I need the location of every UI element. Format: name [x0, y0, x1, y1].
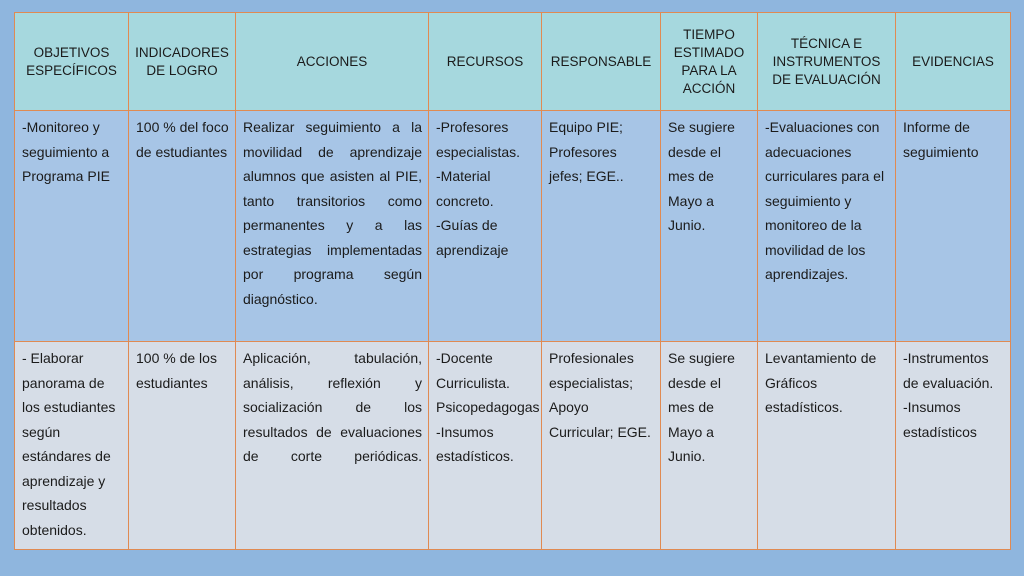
cell-responsable: Profesionales especialistas; Apoyo Curricular; EGE. [542, 342, 661, 550]
evidencia-item: -Insumos estadísticos [903, 399, 977, 440]
header-responsable: RESPONSABLE [542, 13, 661, 111]
recurso-item: -Guías de aprendizaje [436, 217, 509, 258]
planning-table-container [14, 12, 1010, 550]
evidencia-item: -Instrumentos de evaluación. [903, 350, 994, 391]
cell-tiempo: Se sugiere desde el mes de Mayo a Junio. [661, 111, 758, 342]
cell-recursos [429, 342, 542, 550]
header-objetivos: OBJETIVOS ESPECÍFICOS [15, 13, 129, 111]
header-tiempo: TIEMPO ESTIMADO PARA LA ACCIÓN [661, 13, 758, 111]
header-tecnica: TÉCNICA E INSTRUMENTOS DE EVALUACIÓN [758, 13, 896, 111]
cell-objetivo: - Elaborar panorama de los estudiantes según estándares de aprendizaje y resultados obtenidos. [15, 342, 129, 550]
cell-recursos [429, 111, 542, 342]
cell-tecnica: -Evaluaciones con adecuaciones curriculares para el seguimiento y monitoreo de la movilidad de los aprendizajes. [758, 111, 896, 342]
cell-acciones: Aplicación, tabulación, análisis, reflexión y socialización de los resultados de evaluaciones de corte periódicas. [236, 342, 429, 550]
recurso-item: -Profesores especialistas. [436, 119, 521, 160]
header-recursos: RECURSOS [429, 13, 542, 111]
recurso-item: -Insumos estadísticos. [436, 423, 514, 464]
table-row [15, 111, 1011, 342]
cell-tecnica: Levantamiento de Gráficos estadísticos. [758, 342, 896, 550]
header-row [15, 13, 1011, 111]
header-evidencias: EVIDENCIAS [896, 13, 1011, 111]
recurso-item: Psicopedagogas [436, 399, 540, 415]
header-indicadores: INDICADORES DE LOGRO [129, 13, 236, 111]
header-acciones: ACCIONES [236, 13, 429, 111]
table-row [15, 342, 1011, 550]
cell-acciones: Realizar seguimiento a la movilidad de aprendizaje alumnos que asisten al PIE, tanto transitorios como permanentes y a las estrategias implementadas por programa según diagnóstico. [236, 111, 429, 342]
planning-table [14, 12, 1011, 550]
recurso-item: -Docente Curriculista. [436, 350, 510, 391]
cell-indicador: 100 % de los estudiantes [129, 342, 236, 550]
cell-indicador: 100 % del foco de estudiantes [129, 111, 236, 342]
cell-evidencias [896, 342, 1011, 550]
cell-responsable: Equipo PIE; Profesores jefes; EGE.. [542, 111, 661, 342]
cell-tiempo: Se sugiere desde el mes de Mayo a Junio. [661, 342, 758, 550]
recurso-item: -Material concreto. [436, 168, 494, 209]
cell-objetivo: -Monitoreo y seguimiento a Programa PIE [15, 111, 129, 342]
cell-evidencias: Informe de seguimiento [896, 111, 1011, 342]
